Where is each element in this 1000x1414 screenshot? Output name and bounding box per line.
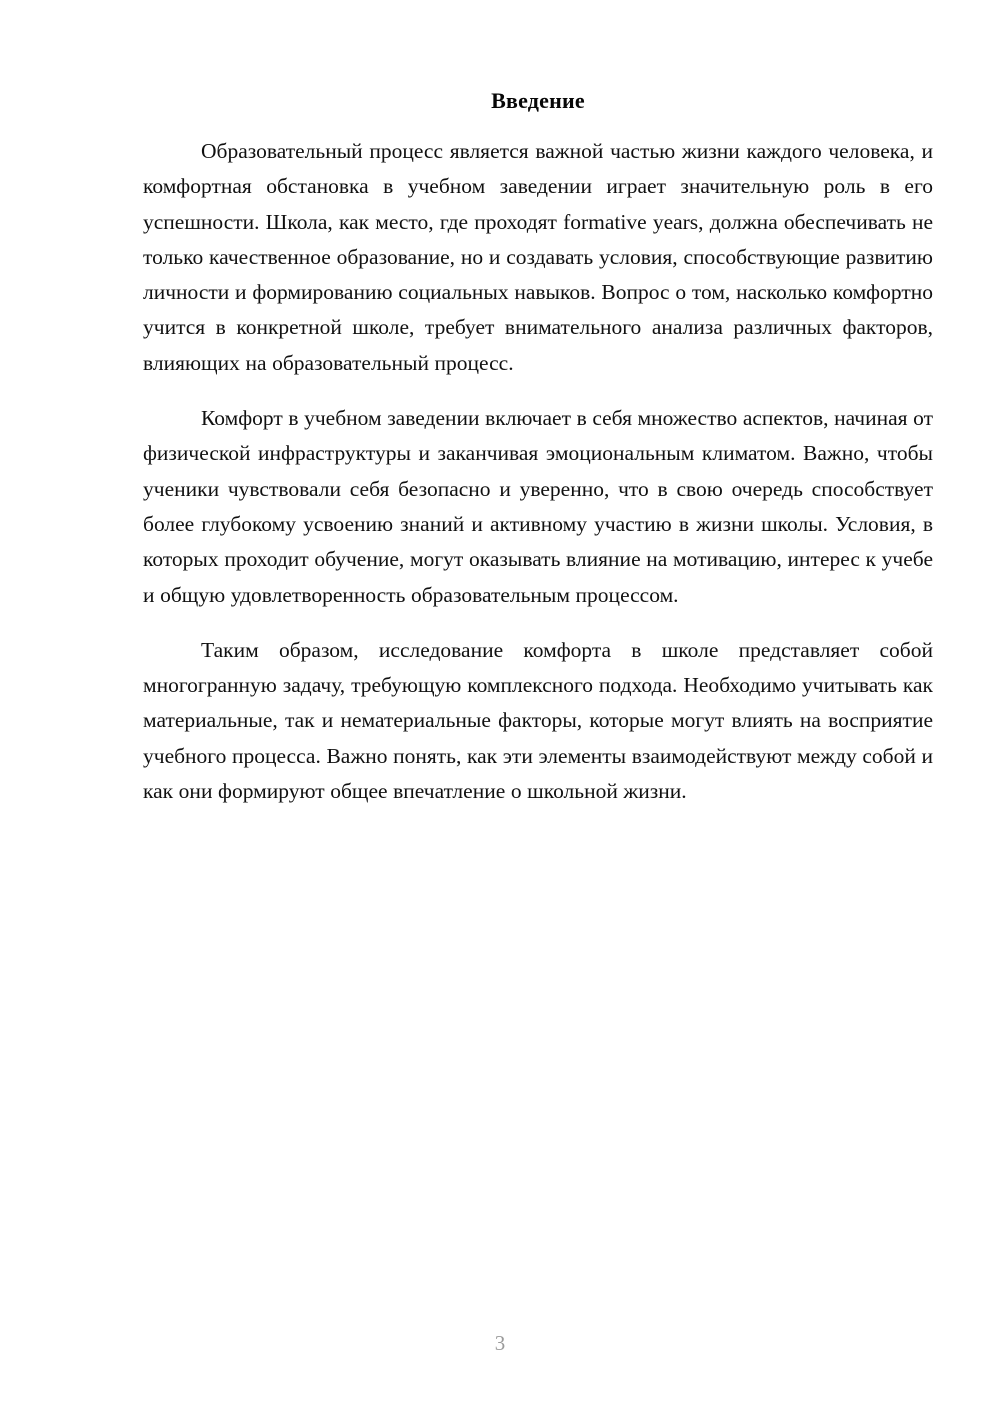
body-paragraph-1: Образовательный процесс является важной частью жизни каждого человека, и комфортная обстановка в учебном заведении играет значительную роль в его успешности. Школа, как место, где проходят formative years, должна обеспечивать не только качественное образование, но и создавать условия, способствующие развитию личности и формированию социальных навыков. Вопрос о том, насколько комфортно учится в конкретной школе, требует внимательного анализа различных факторов, влияющих на образовательный процесс. [143, 139, 933, 375]
body-paragraph-3: Таким образом, исследование комфорта в школе представляет собой многогранную задачу, требующую комплексного подхода. Необходимо учитывать как материальные, так и нематериальные факторы, которые могут влиять на восприятие учебного процесса. Важно понять, как эти элементы взаимодействуют между собой и как они формируют общее впечатление о школьной жизни. [143, 637, 933, 804]
body-paragraph-2: Комфорт в учебном заведении включает в себя множество аспектов, начиная от физической инфраструктуры и заканчивая эмоциональным климатом. Важно, чтобы ученики чувствовали себя безопасно и уверенно, что в свою очередь способствует более глубокому усвоению знаний и активному участию в жизни школы. Условия, в которых проходит обучение, могут оказывать влияние на мотивацию, интерес к учебе и общую удовлетворенность образовательным процессом. [143, 406, 933, 607]
page-title: Введение [491, 88, 585, 113]
page-number: 3 [494, 1331, 506, 1355]
page-content [143, 86, 933, 809]
